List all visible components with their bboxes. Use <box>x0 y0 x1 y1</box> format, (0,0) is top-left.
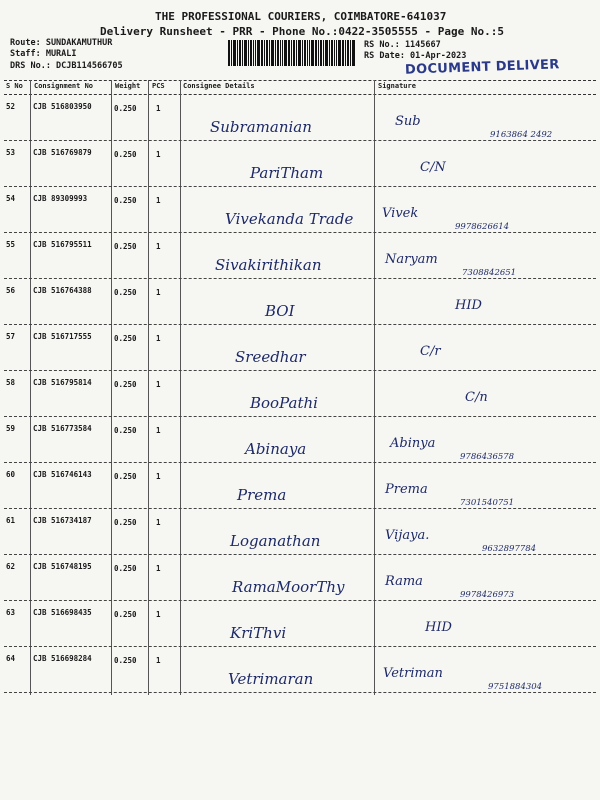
row-pieces: 1 <box>156 196 161 205</box>
row-weight: 0.250 <box>114 656 137 665</box>
row-consignment-number: CJB 89309993 <box>33 194 88 203</box>
consignee-handwritten-name: Vivekanda Trade <box>225 210 354 228</box>
row-consignment-number: CJB 516748195 <box>33 562 92 571</box>
handwritten-phone-number: 9786436578 <box>460 452 515 462</box>
signature-handwritten: Vivek <box>382 206 419 221</box>
column-divider <box>30 80 31 695</box>
drs-number: DRS No.: DCJB114566705 <box>10 61 123 71</box>
row-serial-number: 53 <box>6 148 16 157</box>
row-serial-number: 54 <box>6 194 16 203</box>
row-separator <box>4 416 596 417</box>
row-consignment-number: CJB 516769879 <box>33 148 92 157</box>
row-serial-number: 56 <box>6 286 16 295</box>
row-consignment-number: CJB 516698284 <box>33 654 92 663</box>
row-pieces: 1 <box>156 426 161 435</box>
row-weight: 0.250 <box>114 334 137 343</box>
row-pieces: 1 <box>156 472 161 481</box>
col-header-consignment: Consignment No <box>34 82 94 90</box>
signature-handwritten: C/r <box>420 344 441 359</box>
row-serial-number: 52 <box>6 102 16 111</box>
row-consignment-number: CJB 516746143 <box>33 470 92 479</box>
signature-handwritten: HID <box>425 620 452 635</box>
row-consignment-number: CJB 516795511 <box>33 240 92 249</box>
row-separator <box>4 370 596 371</box>
row-pieces: 1 <box>156 610 161 619</box>
consignee-handwritten-name: BOI <box>265 302 295 320</box>
signature-handwritten: Vijaya. <box>385 528 430 543</box>
row-weight: 0.250 <box>114 564 137 573</box>
row-pieces: 1 <box>156 242 161 251</box>
row-weight: 0.250 <box>114 610 137 619</box>
row-separator <box>4 186 596 187</box>
consignee-handwritten-name: Vetrimaran <box>228 670 314 688</box>
consignee-handwritten-name: Sivakirithikan <box>215 256 322 274</box>
row-serial-number: 63 <box>6 608 16 617</box>
signature-handwritten: Prema <box>385 482 428 497</box>
row-separator <box>4 554 596 555</box>
row-serial-number: 64 <box>6 654 16 663</box>
col-header-pcs: PCS <box>152 82 165 90</box>
consignee-handwritten-name: PariTham <box>250 164 324 182</box>
row-serial-number: 59 <box>6 424 16 433</box>
handwritten-phone-number: 7301540751 <box>460 498 515 508</box>
runsheet-title: Delivery Runsheet - PRR - Phone No.:0422-3505555 - Page No.:5 <box>100 25 504 38</box>
row-consignment-number: CJB 516803950 <box>33 102 92 111</box>
row-serial-number: 61 <box>6 516 16 525</box>
row-pieces: 1 <box>156 150 161 159</box>
col-header-sno: S No <box>6 82 23 90</box>
handwritten-phone-number: 9978426973 <box>460 590 515 600</box>
column-divider <box>148 80 149 695</box>
signature-handwritten: Naryam <box>385 252 438 267</box>
row-pieces: 1 <box>156 656 161 665</box>
row-weight: 0.250 <box>114 196 137 205</box>
row-weight: 0.250 <box>114 104 137 113</box>
consignee-handwritten-name: KriThvi <box>230 624 287 642</box>
row-consignment-number: CJB 516717555 <box>33 332 92 341</box>
row-separator <box>4 324 596 325</box>
row-serial-number: 55 <box>6 240 16 249</box>
row-separator <box>4 278 596 279</box>
company-title: THE PROFESSIONAL COURIERS, COIMBATORE-641037 <box>155 10 447 23</box>
row-pieces: 1 <box>156 104 161 113</box>
row-consignment-number: CJB 516734187 <box>33 516 92 525</box>
row-separator <box>4 600 596 601</box>
consignee-handwritten-name: Abinaya <box>245 440 307 458</box>
row-pieces: 1 <box>156 288 161 297</box>
row-separator <box>4 140 596 141</box>
row-weight: 0.250 <box>114 472 137 481</box>
table-header-border <box>4 94 596 95</box>
signature-handwritten: Vetriman <box>383 666 443 681</box>
row-separator <box>4 508 596 509</box>
row-weight: 0.250 <box>114 426 137 435</box>
rs-date: RS Date: 01-Apr-2023 <box>364 51 467 61</box>
handwritten-phone-number: 9163864 2492 <box>490 130 553 140</box>
row-pieces: 1 <box>156 380 161 389</box>
signature-handwritten: C/n <box>465 390 488 405</box>
handwritten-phone-number: 9751884304 <box>488 682 543 692</box>
consignee-handwritten-name: BooPathi <box>250 394 318 412</box>
column-divider <box>180 80 181 695</box>
document-delivered-stamp: DOCUMENT DELIVER <box>404 57 560 78</box>
col-header-signature: Signature <box>378 82 416 90</box>
row-consignment-number: CJB 516764388 <box>33 286 92 295</box>
row-pieces: 1 <box>156 334 161 343</box>
row-weight: 0.250 <box>114 150 137 159</box>
consignee-handwritten-name: RamaMoorThy <box>232 578 345 596</box>
column-divider <box>374 80 375 695</box>
consignee-handwritten-name: Loganathan <box>230 532 321 550</box>
consignee-handwritten-name: Subramanian <box>210 118 312 136</box>
row-consignment-number: CJB 516698435 <box>33 608 92 617</box>
signature-handwritten: C/N <box>420 160 446 175</box>
row-consignment-number: CJB 516773584 <box>33 424 92 433</box>
route-label: Route: SUNDAKAMUTHUR <box>10 38 113 48</box>
column-divider <box>111 80 112 695</box>
row-separator <box>4 646 596 647</box>
barcode-image <box>228 40 356 66</box>
signature-handwritten: Sub <box>395 114 421 129</box>
row-weight: 0.250 <box>114 518 137 527</box>
row-weight: 0.250 <box>114 380 137 389</box>
row-pieces: 1 <box>156 564 161 573</box>
col-header-consignee: Consignee Details <box>183 82 255 90</box>
row-weight: 0.250 <box>114 242 137 251</box>
staff-label: Staff: MURALI <box>10 49 77 59</box>
row-weight: 0.250 <box>114 288 137 297</box>
signature-handwritten: Abinya <box>390 436 436 451</box>
handwritten-phone-number: 7308842651 <box>462 268 517 278</box>
handwritten-phone-number: 9632897784 <box>482 544 537 554</box>
consignee-handwritten-name: Prema <box>237 486 287 504</box>
row-serial-number: 58 <box>6 378 16 387</box>
row-serial-number: 60 <box>6 470 16 479</box>
table-top-border <box>4 80 596 81</box>
col-header-weight: Weight <box>115 82 141 90</box>
rs-number: RS No.: 1145667 <box>364 40 441 50</box>
row-pieces: 1 <box>156 518 161 527</box>
row-consignment-number: CJB 516795814 <box>33 378 92 387</box>
row-separator <box>4 462 596 463</box>
handwritten-phone-number: 9978626614 <box>455 222 510 232</box>
consignee-handwritten-name: Sreedhar <box>235 348 306 366</box>
signature-handwritten: Rama <box>385 574 423 589</box>
row-separator <box>4 692 596 693</box>
row-separator <box>4 232 596 233</box>
row-serial-number: 62 <box>6 562 16 571</box>
row-serial-number: 57 <box>6 332 16 341</box>
signature-handwritten: HID <box>455 298 482 313</box>
